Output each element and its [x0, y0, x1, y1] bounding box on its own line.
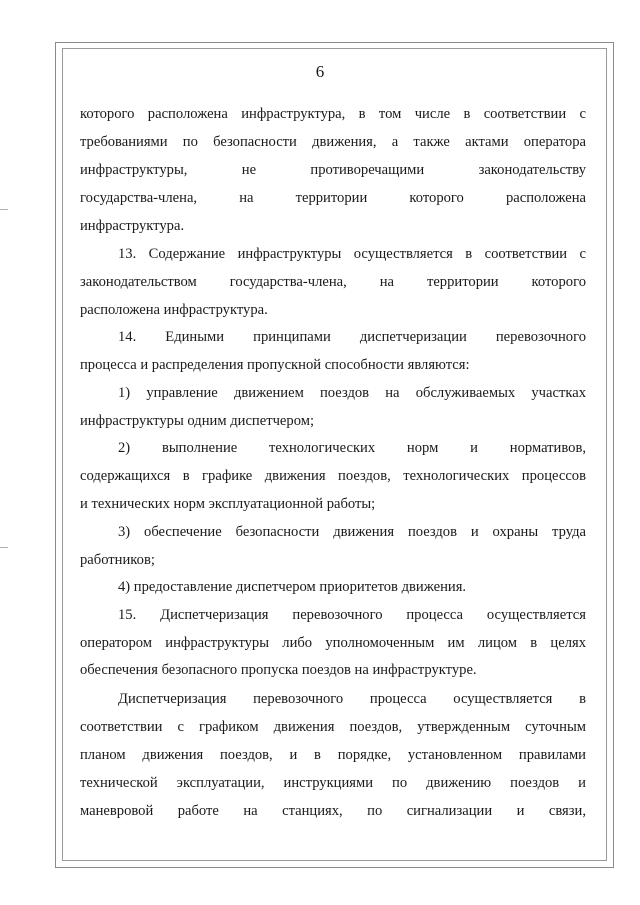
- text-line: планом движения поездов, и в порядке, установленном правилами: [80, 747, 586, 763]
- margin-mark: [0, 547, 8, 548]
- text-line: технической эксплуатации, инструкциями по движению поездов и: [80, 775, 586, 791]
- text-line: обеспечения безопасного пропуска поездов на инфраструктуре.: [80, 662, 477, 678]
- page-number: 6: [315, 62, 325, 81]
- margin-mark: [0, 209, 8, 210]
- text-line: маневровой работе на станциях, по сигнализации и связи,: [80, 803, 586, 819]
- text-line: инфраструктуры одним диспетчером;: [80, 413, 315, 429]
- paragraph-start: 13. Содержание инфраструктуры осуществляется в соответствии с: [118, 246, 586, 262]
- text-line: требованиями по безопасности движения, а также актами оператора: [80, 134, 586, 150]
- list-item: 3) обеспечение безопасности движения поездов и охраны труда: [118, 524, 586, 540]
- text-line: содержащихся в графике движения поездов, технологических процессов: [80, 468, 586, 484]
- paragraph-start: 14. Едиными принципами диспетчеризации перевозочного: [118, 329, 586, 345]
- list-item: 2) выполнение технологических норм и нормативов,: [118, 440, 586, 456]
- text-line: и технических норм эксплуатационной работы;: [80, 496, 376, 512]
- text-line: расположена инфраструктура.: [80, 302, 268, 318]
- text-line: которого расположена инфраструктура, в том числе в соответствии с: [80, 106, 586, 122]
- text-line: работников;: [80, 552, 155, 568]
- text-line: соответствии с графиком движения поездов, утвержденным суточным: [80, 719, 586, 735]
- text-line: инфраструктура.: [80, 218, 185, 234]
- text-line: оператором инфраструктуры либо уполномоченным им лицом в целях: [80, 635, 586, 651]
- text-line: процесса и распределения пропускной способности являются:: [80, 357, 470, 373]
- list-item: 4) предоставление диспетчером приоритетов движения.: [118, 579, 467, 595]
- text-line: государства-члена, на территории которого расположена: [80, 190, 586, 206]
- text-line: инфраструктуры, не противоречащими законодательству: [80, 162, 586, 178]
- list-item: 1) управление движением поездов на обслуживаемых участках: [118, 385, 586, 401]
- paragraph-start: 15. Диспетчеризация перевозочного процесса осуществляется: [118, 607, 586, 623]
- paragraph-start: Диспетчеризация перевозочного процесса осуществляется в: [118, 691, 586, 707]
- text-line: законодательством государства-члена, на территории которого: [80, 274, 586, 290]
